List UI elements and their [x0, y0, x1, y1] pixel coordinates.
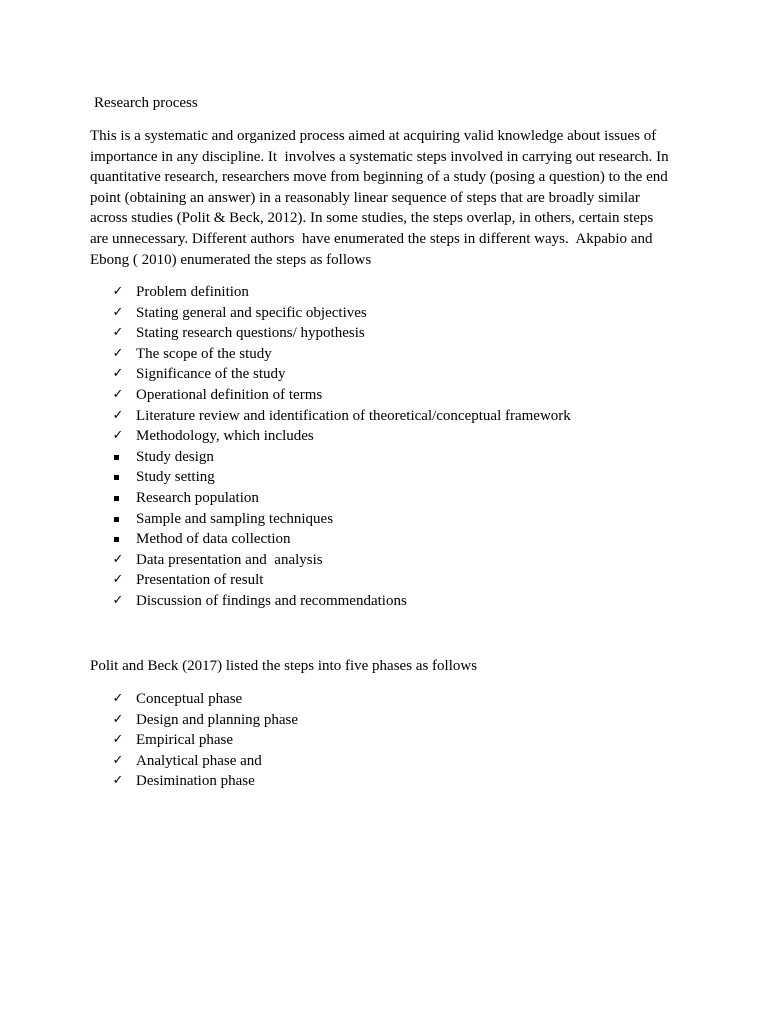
checkmark-bullet-icon: ✓: [112, 366, 124, 382]
list-item-text: Analytical phase and: [136, 752, 262, 769]
checkmark-bullet-icon: ✓: [112, 711, 124, 727]
list-item-text: Design and planning phase: [136, 711, 299, 728]
intro-line: point (obtaining an answer) in a reasonably linear sequence of steps that are broadly similar: [90, 189, 640, 206]
list-item-text: Discussion of findings and recommendations: [136, 592, 407, 609]
list-item-text: Stating research questions/ hypothesis: [136, 325, 365, 342]
checkmark-bullet-icon: ✓: [112, 345, 124, 361]
square-bullet-icon: [114, 517, 119, 522]
checkmark-bullet-icon: ✓: [112, 691, 124, 706]
square-bullet-icon: [114, 455, 119, 460]
list-item-text: Conceptual phase: [136, 691, 243, 707]
list-item-text: Method of data collection: [136, 531, 291, 548]
intro-line: across studies (Polit & Beck, 2012). In some studies, the steps overlap, in others, certain steps: [90, 210, 654, 227]
list-item-text: Methodology, which includes: [136, 428, 314, 445]
list-item-text: Stating general and specific objectives: [136, 304, 367, 321]
checkmark-bullet-icon: ✓: [112, 428, 124, 444]
square-bullet-icon: [114, 537, 119, 542]
checkmark-bullet-icon: ✓: [112, 773, 124, 789]
intro-line: are unnecessary. Different authors have enumerated the steps in different ways. Akpabio and: [90, 230, 653, 247]
checkmark-bullet-icon: ✓: [112, 386, 124, 402]
list-item-text: Sample and sampling techniques: [136, 510, 334, 527]
list-item-text: Problem definition: [136, 284, 249, 300]
intro-line: quantitative research, researchers move from beginning of a study (posing a question) to the end: [90, 169, 668, 186]
checkmark-bullet-icon: ✓: [112, 572, 124, 588]
intro-line: importance in any discipline. It involves a systematic steps involved in carrying out research. In: [90, 148, 669, 165]
checkmark-bullet-icon: ✓: [112, 732, 124, 748]
checkmark-bullet-icon: ✓: [112, 284, 124, 299]
list-item-text: Empirical phase: [136, 732, 234, 749]
polit-beck-intro: Polit and Beck (2017) listed the steps into five phases as follows: [90, 658, 478, 674]
intro-paragraph: [90, 126, 690, 270]
intro-line: This is a systematic and organized process aimed at acquiring valid knowledge about issues of: [90, 128, 657, 144]
list-item-text: Data presentation and analysis: [136, 551, 323, 568]
intro-line: Ebong ( 2010) enumerated the steps as follows: [90, 251, 372, 268]
list-item-text: Presentation of result: [136, 572, 264, 589]
checkmark-bullet-icon: ✓: [112, 551, 124, 567]
checkmark-bullet-icon: ✓: [112, 592, 124, 608]
list-item-text: Literature review and identification of theoretical/conceptual framework: [136, 407, 571, 424]
square-bullet-icon: [114, 475, 119, 480]
list-item-text: Study setting: [136, 469, 215, 486]
list-item-text: Study design: [136, 448, 214, 465]
list-item-text: Significance of the study: [136, 366, 286, 383]
checkmark-bullet-icon: ✓: [112, 752, 124, 768]
checkmark-bullet-icon: ✓: [112, 304, 124, 320]
checkmark-bullet-icon: ✓: [112, 325, 124, 341]
checkmark-bullet-icon: ✓: [112, 407, 124, 423]
section-heading: Research process: [94, 95, 198, 111]
list-item-text: The scope of the study: [136, 345, 272, 362]
square-bullet-icon: [114, 496, 119, 501]
list-item-text: Research population: [136, 489, 259, 506]
list-item-text: Operational definition of terms: [136, 386, 323, 403]
list-item-text: Desimination phase: [136, 773, 255, 790]
